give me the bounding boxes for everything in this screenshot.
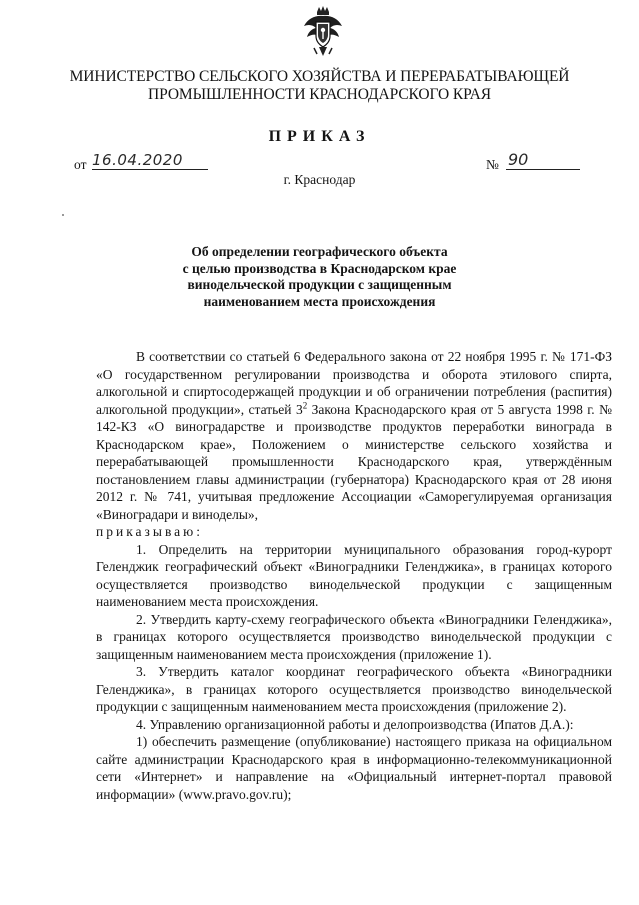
scan-speck <box>62 214 64 216</box>
ministry-name <box>0 68 639 104</box>
number-label: № <box>486 157 499 172</box>
item-3: 3. Утвердить каталог координат географического объекта «Виноградники Геленджика», в границах которого осуществляется производство винодельческой продукции с защищенным наименованием места происхождения (приложение 2). <box>96 664 612 714</box>
preamble-text-a: В соответствии со статьей 6 Федерального закона от 22 ноября 1995 г. № 171-ФЗ «О государственном регулировании производства и оборота этилового спирта, алкогольной и спиртосодержащей продукции и об ограничении потребления (распития) алкогольной продукции», статьей 3 <box>96 349 612 417</box>
item-4-1: 1) обеспечить размещение (опубликование) настоящего приказа на официальном сайте администрации Краснодарского края в информационно-телекоммуникационной сети «Интернет» и направление на «Официальный интернет-портал правовой информации» (www.pravo.gov.ru); <box>96 734 612 802</box>
title-line-4: наименованием места происхождения <box>203 293 436 309</box>
title-line-3: винодельческой продукции с защищенным <box>187 277 452 292</box>
item-1: 1. Определить на территории муниципального образования город-курорт Геленджик географический объект «Виноградники Геленджика», в границах которого осуществляется производство винодельческой продукции с защищенным наименованием места происхождения. <box>96 541 612 609</box>
title-line-2: с целью производства в Краснодарском крае <box>182 260 457 276</box>
document-title <box>0 244 639 310</box>
item-4: 4. Управлению организационной работы и делопроизводства (Ипатов Д.А.): <box>136 716 574 732</box>
document-type-heading: ПРИКАЗ <box>268 128 371 145</box>
order-word: приказываю: <box>96 524 203 539</box>
number-underline <box>506 169 580 170</box>
article-superscript: 2 <box>302 400 308 410</box>
title-line-1: Об определении географического объекта <box>191 244 448 259</box>
ministry-line-2: ПРОМЫШЛЕННОСТИ КРАСНОДАРСКОГО КРАЯ <box>148 86 491 103</box>
number-value-handwritten: 90 <box>508 150 529 169</box>
city: г. Краснодар <box>283 172 356 187</box>
preamble-text-b: Закона Краснодарского края от 5 августа 1998 г. № 142-КЗ «О виноградарстве и производстве продуктов переработки винограда в Краснодарском крае», Положением о министерстве сельского хозяйства и перерабатывающей промышленности Краснодарского края, утверждённым постановлением главы администрации (губернатора) Краснодарского края от 28 июня 2012 г. № 741, учитывая предложение Ассоциации «Саморегулируемая организация «Виноградари и виноделы», <box>96 401 612 522</box>
ministry-line-1: МИНИСТЕРСТВО СЕЛЬСКОГО ХОЗЯЙСТВА И ПЕРЕРАБАТЫВАЮЩЕЙ <box>69 68 570 85</box>
preamble-paragraph <box>96 348 612 523</box>
date-value-handwritten: 16.04.2020 <box>92 151 183 169</box>
date-label: от <box>74 157 87 172</box>
order-word-paragraph <box>96 523 612 541</box>
document-body <box>96 348 612 803</box>
date-underline <box>92 169 208 170</box>
coat-of-arms-icon <box>302 6 344 58</box>
item-2: 2. Утвердить карту-схему географического объекта «Виноградники Геленджика», в границах которого осуществляется производство винодельческой продукции с защищенным наименованием места происхождения (приложение 1). <box>96 611 612 662</box>
